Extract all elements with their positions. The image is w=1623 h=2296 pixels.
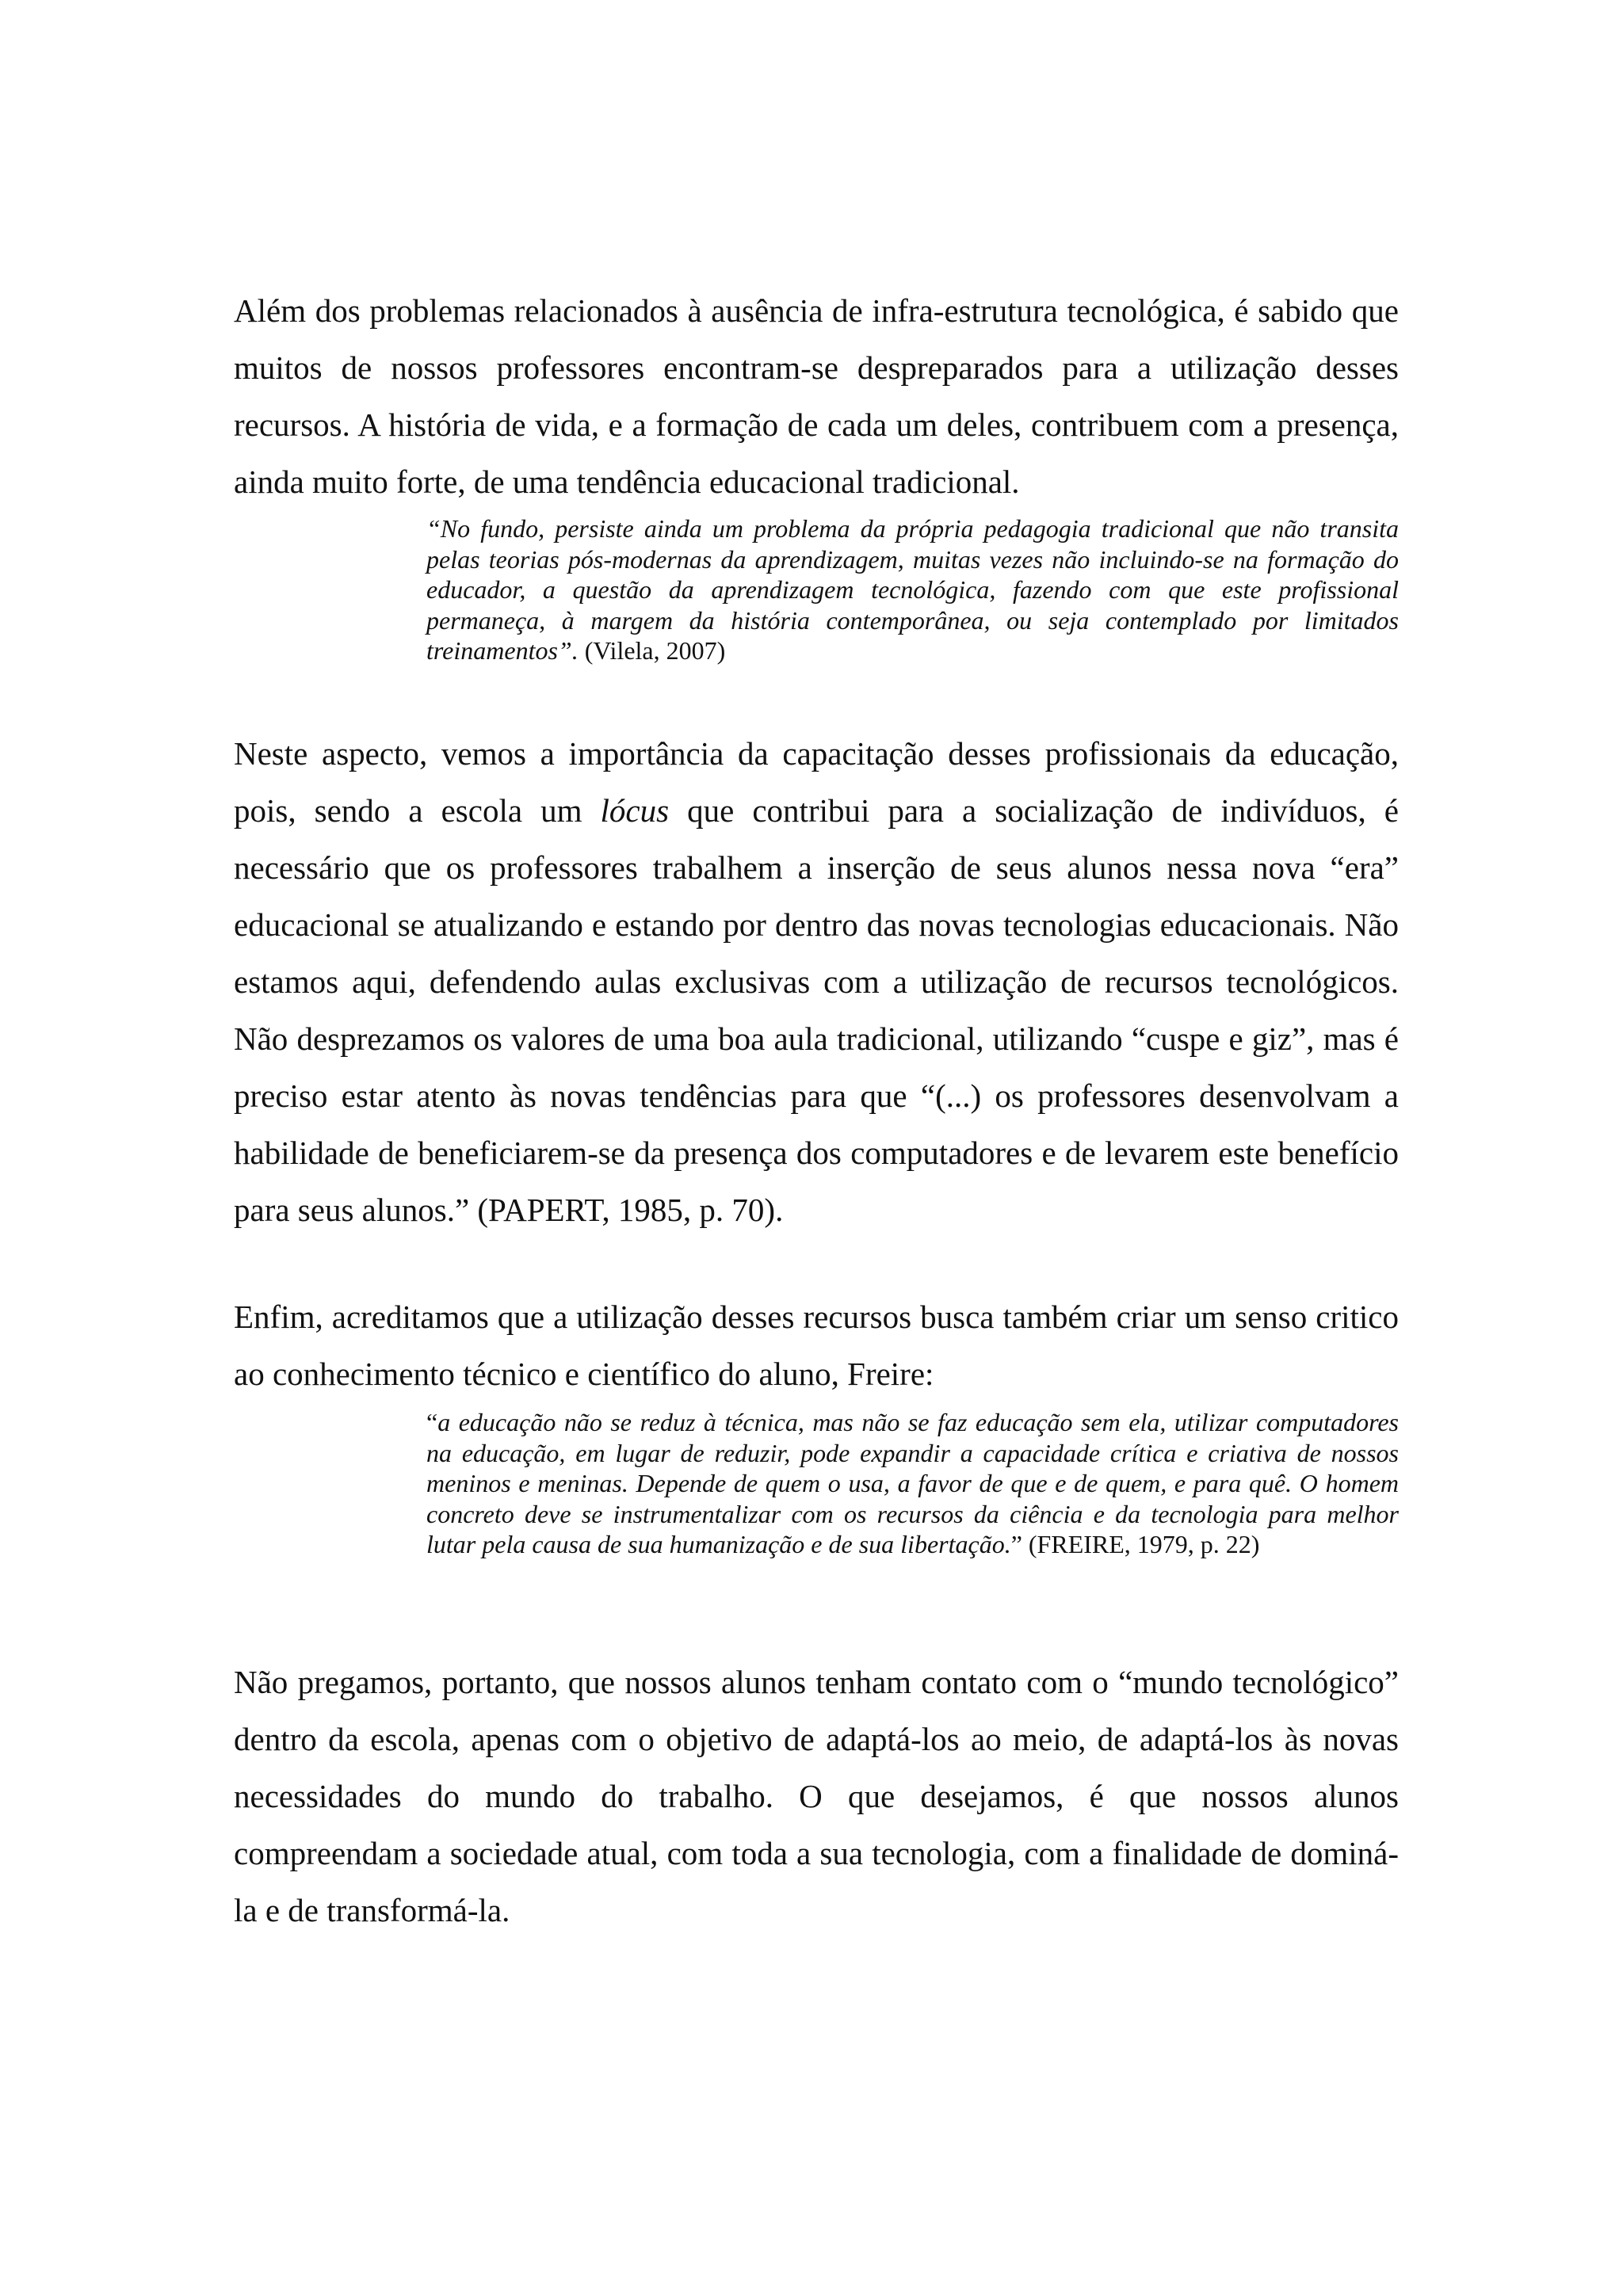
paragraph-4: Não pregamos, portanto, que nossos alunos tenham contato com o “mundo tecnológico” dentro da escola, apenas com o objetivo de adaptá-los ao meio, de adaptá-los às novas necessidades do mundo do trabalho. O que desejamos, é que nossos alunos compreendam a sociedade atual, com toda a sua tecnologia, com a finalidade de dominá-la e de transformá-la. <box>234 1664 1399 1928</box>
quote-open-mark: “ <box>426 1408 438 1436</box>
paragraph-2-italic-term: lócus <box>600 792 670 829</box>
paragraph-1: Além dos problemas relacionados à ausência de infra-estrutura tecnológica, é sabido que muitos de nossos professores encontram-se despreparados para a utilização desses recursos. A história de vida, e a formação de cada um deles, contribuem com a presença, ainda muito forte, de uma tendência educacional tradicional. <box>234 292 1399 500</box>
paragraph-2-part-1: Neste aspecto, vemos a importância da capacitação desses profissionais da educação, pois, sendo a escola um <box>234 735 1399 829</box>
block-quote-freire <box>426 1407 1399 1560</box>
block-quote-vilela <box>426 513 1399 666</box>
quote-text: “No fundo, persiste ainda um problema da própria pedagogia tradicional que não transita pelas teorias pós-modernas da aprendizagem, muitas vezes não incluindo-se na formação do educador, a questão da aprendizagem tecnológica, fazendo com que este profissional permaneça, à margem da história contemporânea, ou seja contemplado por limitados treinamentos”. <box>426 514 1399 665</box>
quote-citation: (Vilela, 2007) <box>578 636 726 665</box>
quote-text: a educação não se reduz à técnica, mas não se faz educação sem ela, utilizar computadores na educação, em lugar de reduzir, pode expandir a capacidade crítica e criativa de nossos meninos e meninas. Depende de quem o usa, a favor de que e de quem, e para quê. O homem concreto deve se instrumentalizar com os recursos da ciência e da tecnologia para melhor lutar pela causa de sua humanização e de sua libertação. <box>426 1408 1399 1558</box>
paragraph-2 <box>234 725 1399 1238</box>
paragraph-3: Enfim, acreditamos que a utilização desses recursos busca também criar um senso critico ao conhecimento técnico e científico do aluno, Freire: <box>234 1299 1399 1392</box>
paragraph-2-part-2: que contribui para a socialização de indivíduos, é necessário que os professores trabalhem a inserção de seus alunos nessa nova “era” educacional se atualizando e estando por dentro das novas tecnologias educacionais. Não estamos aqui, defendendo aulas exclusivas com a utilização de recursos tecnológicos. Não desprezamos os valores de uma boa aula tradicional, utilizando “cuspe e giz”, mas é preciso estar atento às novas tendências para que “(...) os professores desenvolvam a habilidade de beneficiarem-se da presença dos computadores e de levarem este benefício para seus alunos.” (PAPERT, 1985, p. 70). <box>234 792 1399 1228</box>
quote-citation: ” (FREIRE, 1979, p. 22) <box>1010 1530 1260 1558</box>
